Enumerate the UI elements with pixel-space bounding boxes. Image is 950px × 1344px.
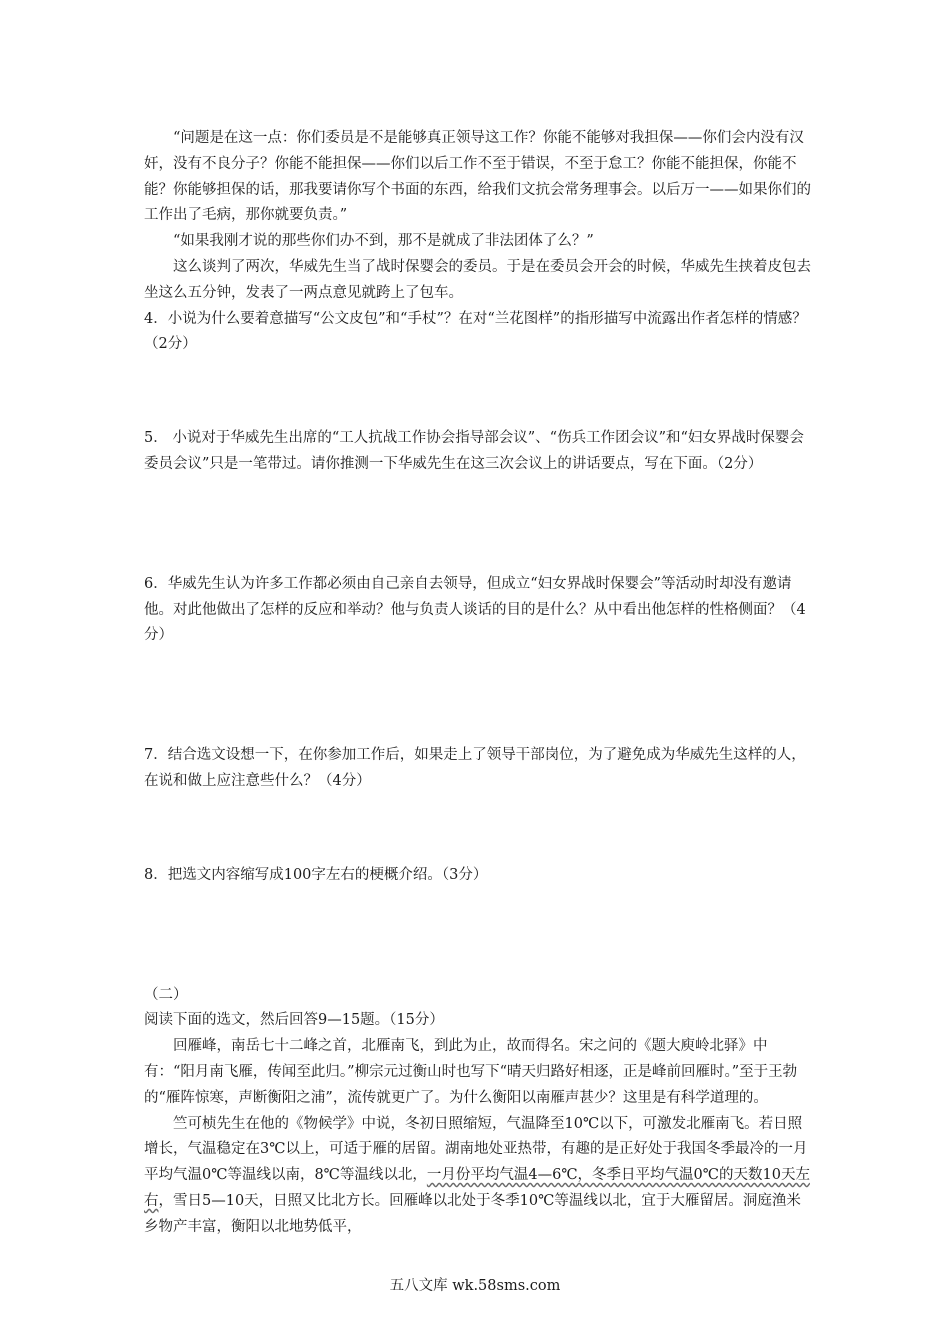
passage-paragraph: “问题是在这一点：你们委员是不是能够真正领导这工作？你能不能够对我担保——你们会内没有汉奸，没有不良分子？你能不能担保——你们以后工作不至于错误，不至于怠工？你能不能担保，你能不能？你能够担保的话，那我要请你写个书面的东西，给我们文抗会常务理事会。以后万一——如果你们的工作出了毛病，那你就要负责。”	[144, 130, 811, 224]
paragraph-text: ，雪日5—10天，日照又比北方长。回雁峰以北处于冬季10℃等温线以北，宜于大雁留居。洞庭渔米乡物产丰富，衡阳以北地势低平，	[144, 1192, 801, 1235]
section-heading: （二）	[144, 986, 188, 1003]
question-6: 6．华威先生认为许多工作都必须由自己亲自去领导，但成立“妇女界战时保婴会”等活动时却没有邀请他。对此他做出了怎样的反应和举动？他与负责人谈话的目的是什么？从中看出他怎样的性格侧面？（4分）	[144, 575, 806, 644]
passage-paragraph: “如果我刚才说的那些你们办不到，那不是就成了非法团体了么？”	[173, 233, 594, 250]
wavy-underlined-text: 一月份平均气温4—6℃，冬季日平均气温0℃的天数10天左右	[144, 1167, 810, 1209]
passage-paragraph: 这么谈判了两次，华威先生当了战时保婴会的委员。于是在委员会开会的时候，华威先生挟着皮包去坐这么五分钟，发表了一两点意见就跨上了包车。	[144, 258, 811, 301]
answer-space	[144, 795, 812, 863]
document-page	[144, 126, 812, 1241]
paragraph-text: 竺可桢先生在他的《物候学》中说，冬初日照缩短，气温降至10℃以下，可激发北雁南飞。若日照增长，气温稳定在3℃以上，可适于雁的居留。湖南地处亚热带，有趣的是正好处于我国冬季最冷的一月平均气温0℃等温线以南，8℃等温线以北，	[144, 1115, 808, 1184]
question-5: 5． 小说对于华威先生出席的“工人抗战工作协会指导部会议”、“伤兵工作团会议”和“妇女界战时保婴会委员会议”只是一笔带过。请你推测一下华威先生在这三次会议上的讲话要点，写在下面。（2分）	[144, 430, 804, 472]
section-paragraph: 回雁峰，南岳七十二峰之首，北雁南飞，到此为止，故而得名。宋之问的《题大庾岭北驿》中有：“阳月南飞雁，传闻至此归。”柳宗元过衡山时也写下“晴天归路好相逐，正是峰前回雁时。”至于王勃的“雁阵惊寒，声断衡阳之浦”，流传就更广了。为什么衡阳以南雁声甚少？这里是有科学道理的。	[144, 1038, 798, 1106]
page-footer: 五八文库 wk.58sms.com	[389, 1278, 561, 1294]
section-paragraph	[144, 1112, 812, 1241]
answer-space	[144, 478, 812, 572]
section-instruction: 阅读下面的选文，然后回答9—15题。（15分）	[144, 1012, 444, 1029]
answer-space	[144, 889, 812, 983]
answer-space	[144, 358, 812, 426]
question-7: 7．结合选文设想一下，在你参加工作后，如果走上了领导干部岗位，为了避免成为华威先生这样的人，在说和做上应注意些什么？（4分）	[144, 747, 806, 789]
question-8: 8．把选文内容缩写成100字左右的梗概介绍。（3分）	[144, 866, 488, 883]
answer-space	[144, 649, 812, 743]
question-4: 4．小说为什么要着意描写“公文皮包”和“手杖”？在对“兰花图样”的指形描写中流露出作者怎样的情感？（2分）	[144, 310, 807, 353]
